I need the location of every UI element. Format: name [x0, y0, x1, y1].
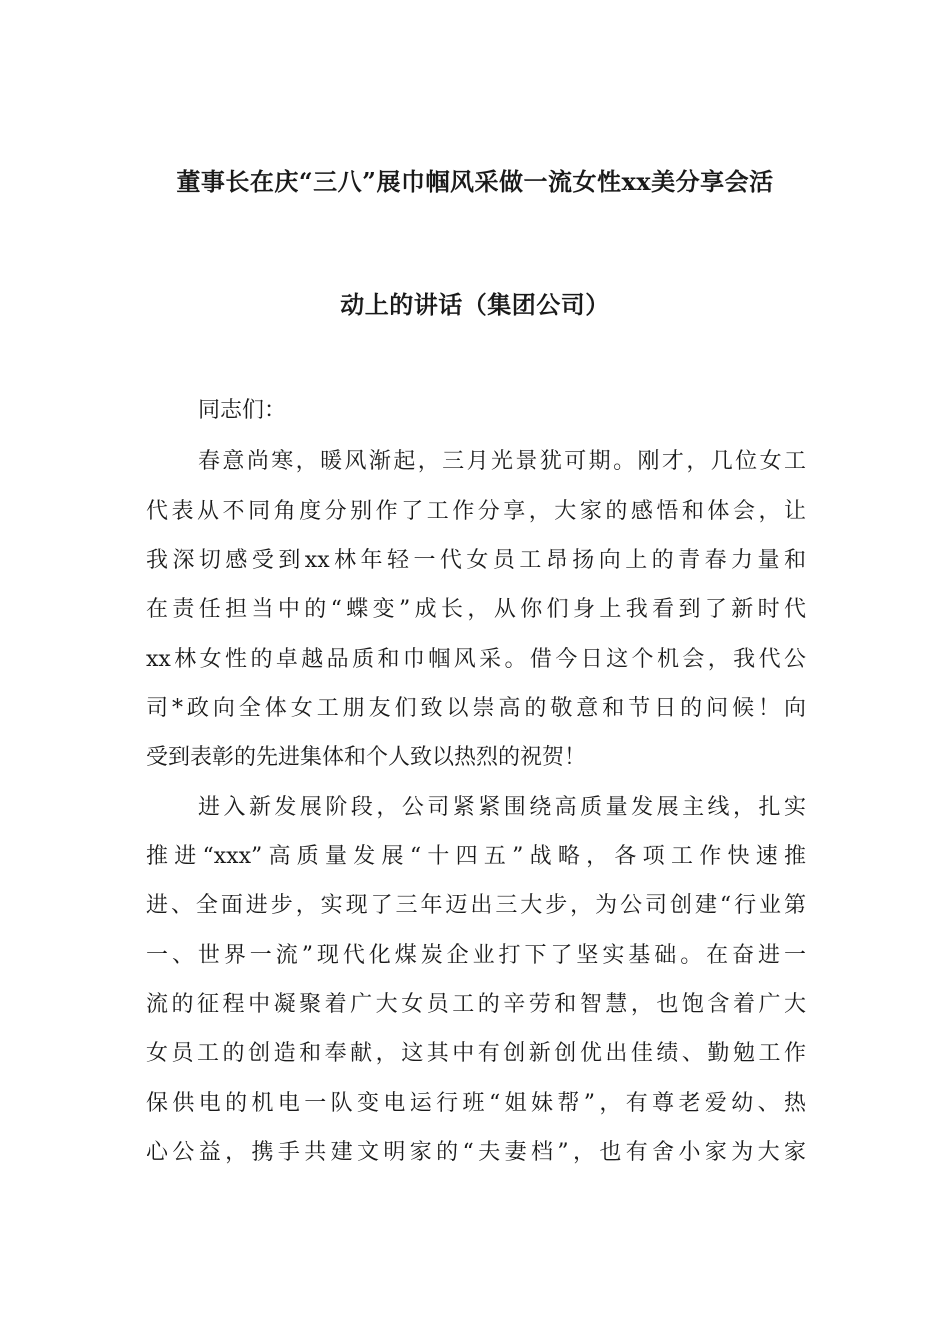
body-line: 进、全面进步，实现了三年迈出三大步，为公司创建“行业第 — [146, 893, 806, 918]
body-line: 司*政向全体女工朋友们致以崇高的敬意和节日的问候！向 — [146, 696, 806, 721]
body-line: 心公益，携手共建文明家的“夫妻档”，也有舍小家为大家 — [146, 1140, 806, 1165]
body-line: 春意尚寒，暖风渐起，三月光景犹可期。刚才，几位女工 — [198, 449, 806, 474]
body-line: 受到表彰的先进集体和个人致以热烈的祝贺！ — [146, 745, 587, 770]
body-line: 保供电的机电一队变电运行班“姐妹帮”，有尊老爱幼、热 — [146, 1091, 806, 1116]
body-line: 推进“xxx”高质量发展“十四五”战略，各项工作快速推 — [146, 844, 806, 869]
body-line: 流的征程中凝聚着广大女员工的辛劳和智慧，也饱含着广大 — [146, 992, 806, 1017]
body-line: 我深切感受到xx林年轻一代女员工昂扬向上的青春力量和 — [146, 548, 806, 573]
salutation: 同志们： — [198, 398, 287, 423]
document-title-line-2: 动上的讲话（集团公司） — [340, 290, 610, 319]
document-title-line-1: 董事长在庆“三八”展巾帼风采做一流女性xx美分享会活 — [176, 167, 774, 196]
body-line: 一、世界一流”现代化煤炭企业打下了坚实基础。在奋进一 — [146, 943, 806, 968]
body-line: 女员工的创造和奉献，这其中有创新创优出佳绩、勤勉工作 — [146, 1041, 806, 1066]
body-line: 代表从不同角度分别作了工作分享，大家的感悟和体会，让 — [146, 499, 806, 524]
body-line: 进入新发展阶段，公司紧紧围绕高质量发展主线，扎实 — [198, 795, 806, 820]
body-line: xx林女性的卓越品质和巾帼风采。借今日这个机会，我代公 — [146, 647, 806, 672]
body-line: 在责任担当中的“蝶变”成长，从你们身上我看到了新时代 — [146, 597, 806, 622]
